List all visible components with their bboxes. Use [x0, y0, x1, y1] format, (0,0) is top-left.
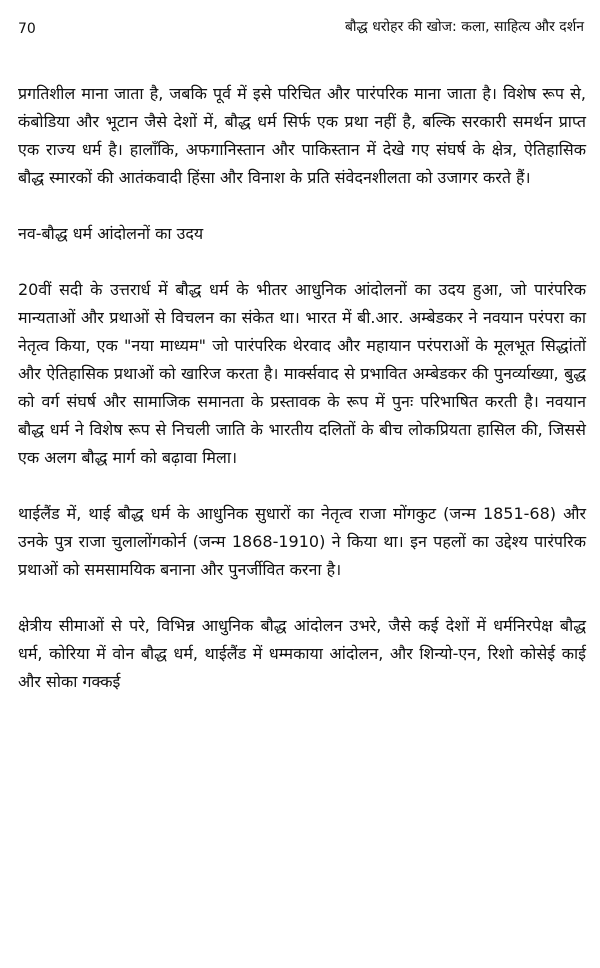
running-title: बौद्ध धरोहर की खोज: कला, साहित्य और दर्शन — [344, 19, 584, 35]
page-body — [18, 80, 586, 696]
paragraph-movements: क्षेत्रीय सीमाओं से परे, विभिन्न आधुनिक बौद्ध आंदोलन उभरे, जैसे कई देशों में धर्मनिरपेक्ष बौद्ध धर्म, कोरिया में वोन बौद्ध धर्म, थाईलैंड में धम्मकाया आंदोलन, और शिन्यो-एन, रिशो कोसेई काई और सोका गक्कई — [18, 616, 586, 691]
page-header — [0, 0, 600, 50]
page-number: 70 — [18, 21, 36, 37]
paragraph-thailand: थाईलैंड में, थाई बौद्ध धर्म के आधुनिक सुधारों का नेतृत्व राजा मोंगकुट (जन्म 1851-68) और उनके पुत्र राजा चुलालोंगकोर्न (जन्म 1868-1910) ने किया था। इन पहलों का उद्देश्य पारंपरिक प्रथाओं को समसामयिक बनाना और पुनर्जीवित करना है। — [18, 504, 586, 579]
section-heading: नव-बौद्ध धर्म आंदोलनों का उदय — [18, 224, 204, 243]
paragraph-intro: प्रगतिशील माना जाता है, जबकि पूर्व में इसे परिचित और पारंपरिक माना जाता है। विशेष रूप से, कंबोडिया और भूटान जैसे देशों में, बौद्ध धर्म सिर्फ एक प्रथा नहीं है, बल्कि सरकारी समर्थन प्राप्त एक राज्य धर्म है। हालाँकि, अफगानिस्तान और पाकिस्तान में देखे गए संघर्ष के क्षेत्र, ऐतिहासिक बौद्ध स्मारकों की आतंकवादी हिंसा और विनाश के प्रति संवेदनशीलता को उजागर करते हैं। — [18, 84, 586, 187]
paragraph-neo-buddhism: 20वीं सदी के उत्तरार्ध में बौद्ध धर्म के भीतर आधुनिक आंदोलनों का उदय हुआ, जो पारंपरिक मान्यताओं और प्रथाओं से विचलन का संकेत था। भारत में बी.आर. अम्बेडकर ने नवयान परंपरा का नेतृत्व किया, एक "नया माध्यम" जो पारंपरिक थेरवाद और महायान परंपराओं के मूलभूत सिद्धांतों और ऐतिहासिक प्रथाओं को खारिज करता है। मार्क्सवाद से प्रभावित अम्बेडकर की पुनर्व्याख्या, बुद्ध को वर्ग संघर्ष और सामाजिक समानता के प्रस्तावक के रूप में पुनः परिभाषित करती है। नवयान बौद्ध धर्म ने विशेष रूप से निचली जाति के भारतीय दलितों के बीच लोकप्रियता हासिल की, जिससे एक अलग बौद्ध मार्ग को बढ़ावा मिला। — [18, 280, 586, 467]
